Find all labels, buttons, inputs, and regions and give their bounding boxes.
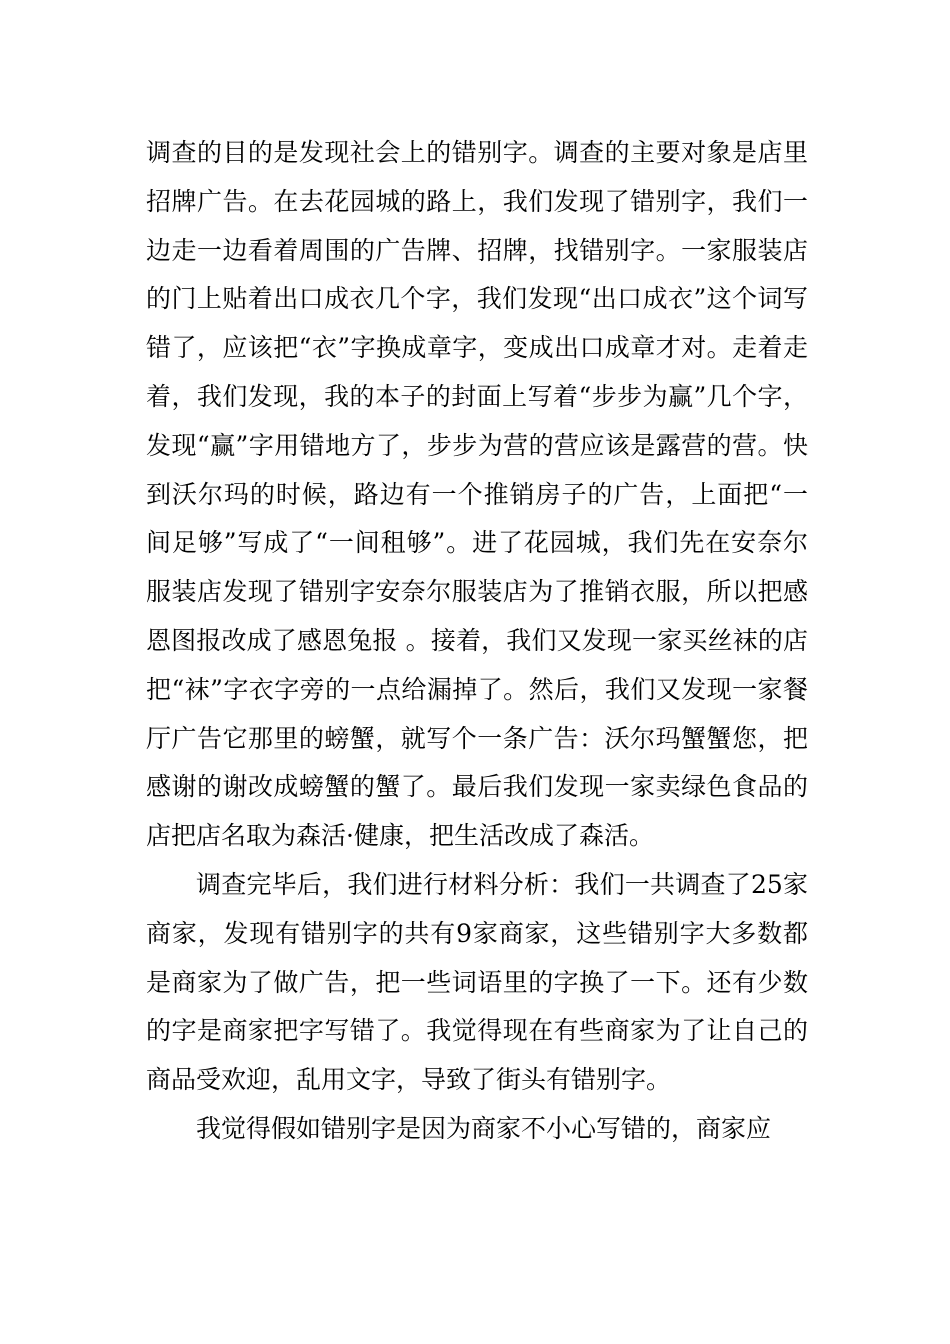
- document-page: [146, 129, 808, 1154]
- body-paragraph-3: 我觉得假如错别字是因为商家不小心写错的，商家应: [196, 1113, 772, 1143]
- body-paragraph-2: 调查完毕后，我们进行材料分析：我们一共调查了25家商家，发现有错别字的共有9家商家，这些错别字大多数都是商家为了做广告，把一些词语里的字换了一下。还有少数的字是商家把字写错了。我觉得现在有些商家为了让自己的商品受欢迎，乱用文字，导致了街头有错别字。: [146, 869, 808, 1095]
- body-paragraph-1: 调查的目的是发现社会上的错别字。调查的主要对象是店里招牌广告。在去花园城的路上，我们发现了错别字，我们一边走一边看着周围的广告牌、招牌，找错别字。一家服装店的门上贴着出口成衣几个字，我们发现“出口成衣”这个词写错了，应该把“衣”字换成章字，变成出口成章才对。走着走着，我们发现，我的本子的封面上写着“步步为赢”几个字，发现“赢”字用错地方了，步步为营的营应该是露营的营。快到沃尔玛的时候，路边有一个推销房子的广告，上面把“一间足够”写成了“一间租够”。进了花园城，我们先在安奈尔服装店发现了错别字安奈尔服装店为了推销衣服，所以把感恩图报改成了感恩兔报 。接着，我们又发现一家买丝袜的店把“袜”字衣字旁的一点给漏掉了。然后，我们又发现一家餐厅广告它那里的螃蟹，就写个一条广告：沃尔玛蟹蟹您，把感谢的谢改成螃蟹的蟹了。最后我们发现一家卖绿色食品的店把店名取为森活·健康，把生活改成了森活。: [146, 138, 808, 851]
